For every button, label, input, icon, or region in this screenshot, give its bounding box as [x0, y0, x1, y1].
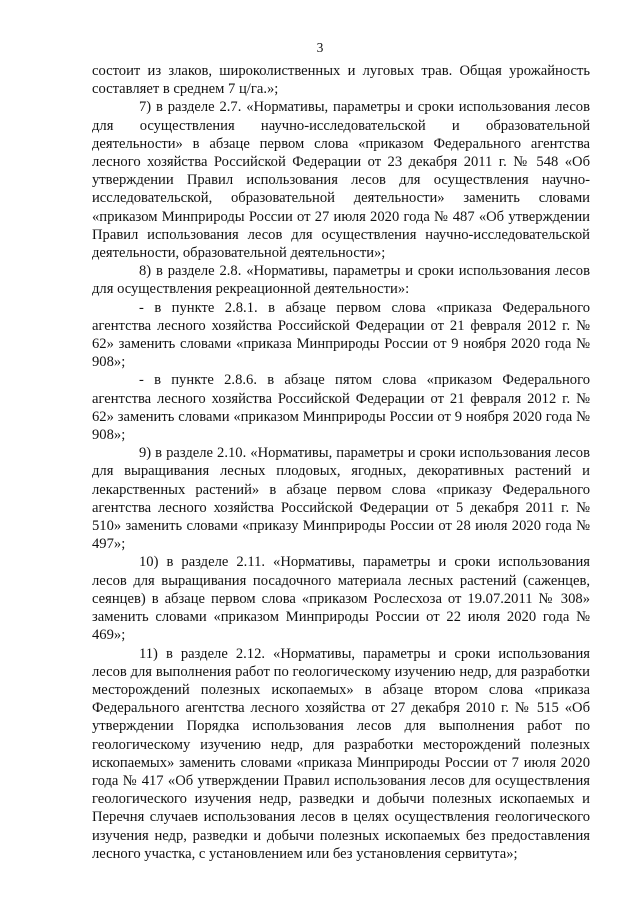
paragraph-item-11: 11) в разделе 2.12. «Нормативы, параметры и сроки использования лесов для выполнения работ по геологическому изучению недр, для разработки месторождений полезных ископаемых» в абзаце втором слова «приказа Федерального агентства лесного хозяйства от 27 декабря 2010 г. № 515 «Об утверждении Порядка использования лесов для выполнения работ по геологическому изучению недр, для разработки месторождений полезных ископаемых» заменить словами «приказа Минприроды России от 7 июля 2020 года № 417 «Об утверждении Правил использования лесов для осуществления геологического изучения недр, разведки и добычи полезных ископаемых и Перечня случаев использования лесов в целях осуществления геологического изучения недр, разведки и добычи полезных ископаемых без предоставления лесного участка, с установлением или без установления сервитута»;: [92, 645, 590, 862]
paragraph-item-9: 9) в разделе 2.10. «Нормативы, параметры и сроки использования лесов для выращивания лесных плодовых, ягодных, декоративных растений и лекарственных растений» в абзаце первом слова «приказу Федерального агентства лесного хозяйства Российской Федерации от 5 декабря 2011 г. № 510» заменить словами «приказу Минприроды России от 28 июля 2020 года № 497»;: [92, 445, 590, 553]
document-body: [92, 62, 590, 863]
paragraph-item-7: 7) в разделе 2.7. «Нормативы, параметры и сроки использования лесов для осуществления научно-исследовательской и образовательной деятельности» в абзаце первом слова «приказом Федерального агентства лесного хозяйства Российской Федерации от 23 декабря 2011 г. № 548 «Об утверждении Правил использования лесов для осуществления научно-исследовательской, образовательной деятельности» заменить словами «приказом Минприроды России от 27 июля 2020 года № 487 «Об утверждении Правил использования лесов для осуществления научно-исследовательской деятельности, образовательной деятельности»;: [92, 99, 590, 262]
paragraph-item-10: 10) в разделе 2.11. «Нормативы, параметры и сроки использования лесов для выращивания посадочного материала лесных растений (саженцев, сеянцев) в абзаце первом слова «приказом Рослесхоза от 19.07.2011 № 308» заменить словами «приказом Минприроды России от 22 июля 2020 года № 469»;: [92, 554, 590, 644]
paragraph-item-8-subpoint-2: - в пункте 2.8.6. в абзаце пятом слова «приказом Федерального агентства лесного хозяйства Российской Федерации от 21 февраля 2012 г. № 62» заменить словами «приказом Минприроды России от 9 ноября 2020 года № 908»;: [92, 372, 590, 444]
paragraph-continuation: состоит из злаков, широколиственных и луговых трав. Общая урожайность составляет в среднем 7 ц/га.»;: [92, 63, 590, 98]
page-number: 3: [316, 40, 324, 55]
paragraph-item-8: 8) в разделе 2.8. «Нормативы, параметры и сроки использования лесов для осуществления рекреационной деятельности»:: [92, 263, 590, 298]
paragraph-item-8-subpoint-1: - в пункте 2.8.1. в абзаце первом слова «приказа Федерального агентства лесного хозяйства Российской Федерации от 21 февраля 2012 г. № 62» заменить словами «приказа Минприроды России от 9 ноября 2020 года № 908»;: [92, 299, 590, 371]
